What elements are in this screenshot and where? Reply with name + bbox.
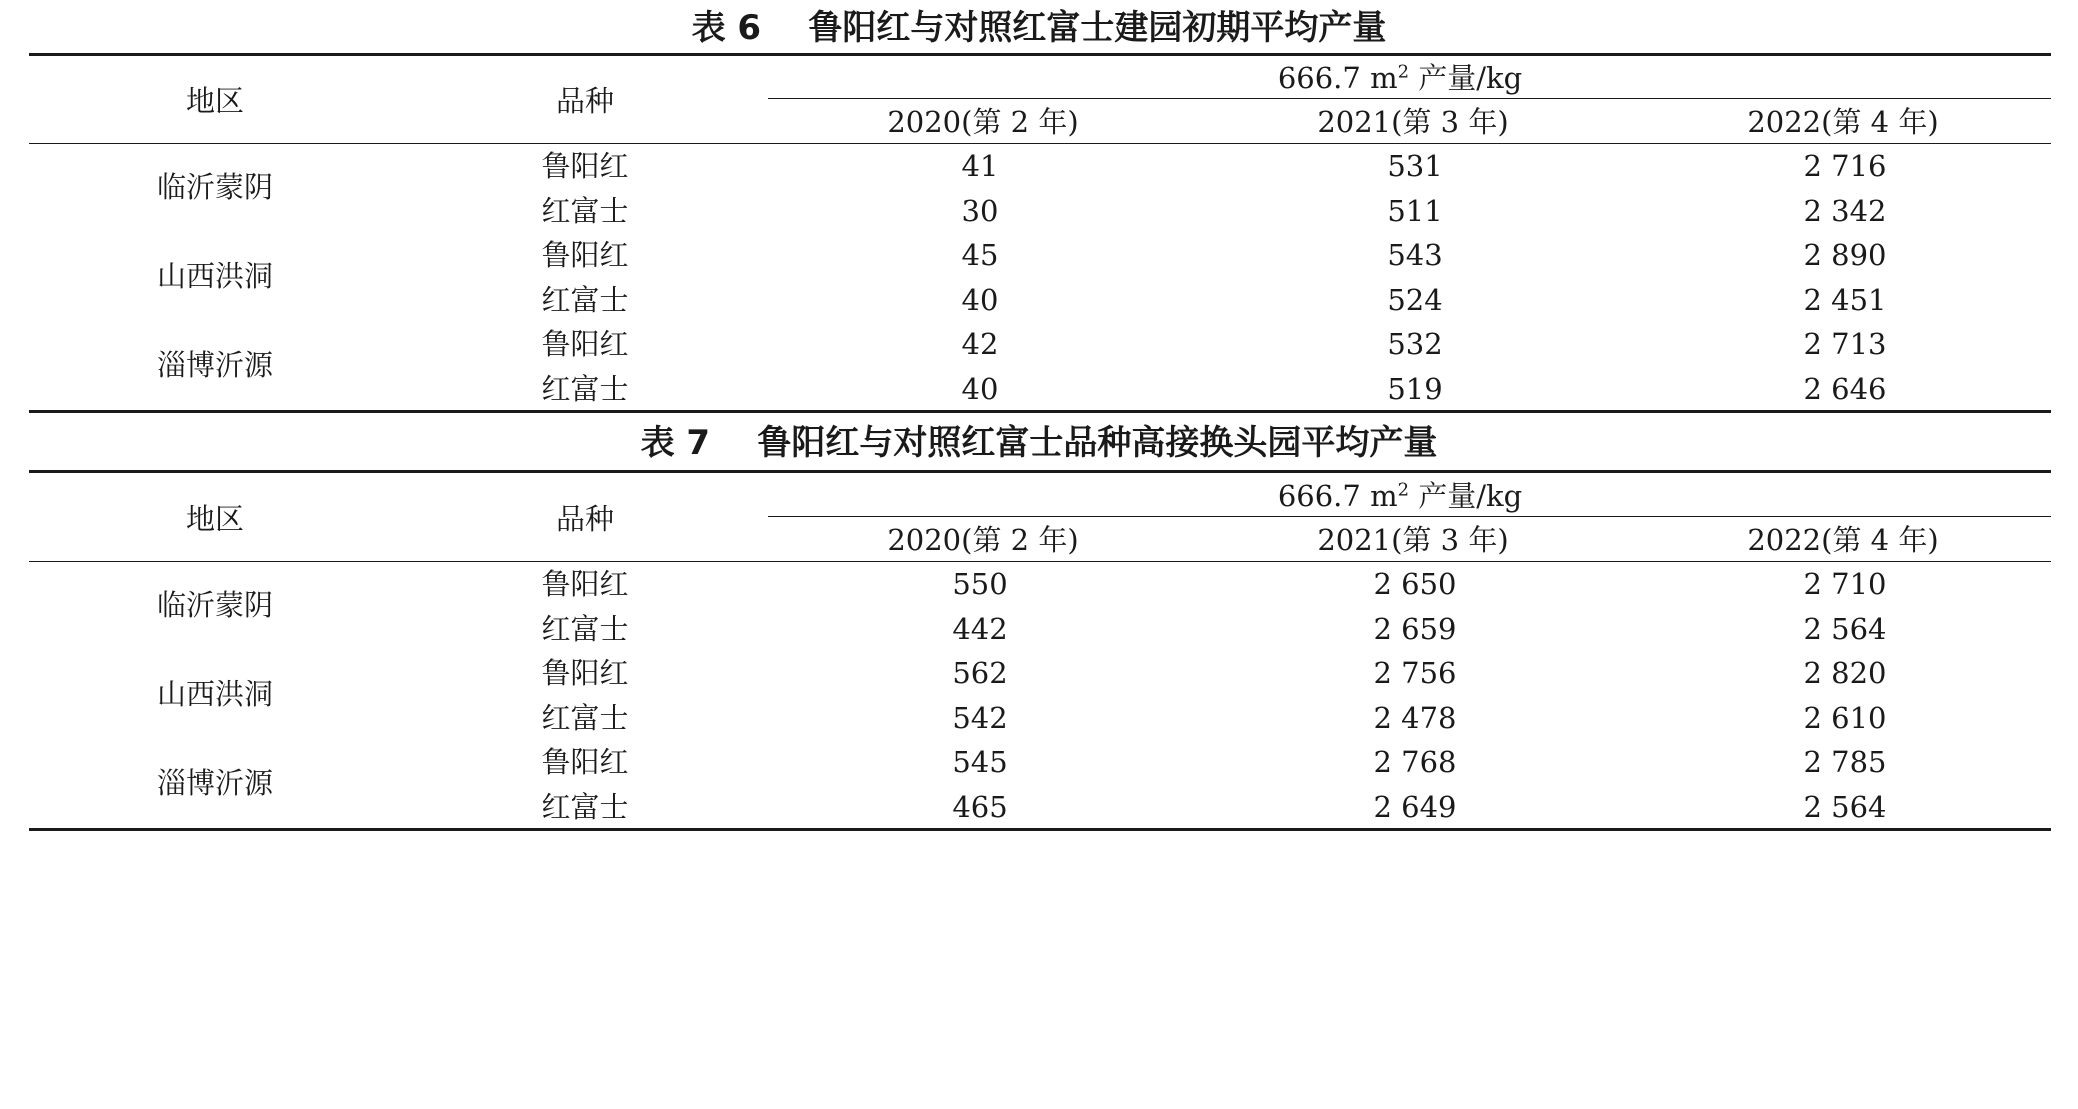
variety-cell: 红富士 <box>541 701 629 735</box>
value-2021: 2 659 <box>1373 612 1457 646</box>
table-caption: 表 7 鲁阳红与对照红富士品种高接换头园平均产量 <box>640 423 1438 463</box>
header-variety: 品种 <box>555 502 614 536</box>
value-2020: 550 <box>952 567 1008 601</box>
header-subrule <box>768 98 2051 99</box>
bottom-rule <box>29 828 2051 831</box>
variety-cell: 鲁阳红 <box>541 327 629 361</box>
value-2021: 2 650 <box>1373 567 1457 601</box>
value-2022: 2 890 <box>1803 238 1887 272</box>
value-2021: 543 <box>1387 238 1443 272</box>
value-2022: 2 342 <box>1803 194 1887 228</box>
region-cell: 山西洪洞 <box>156 259 273 293</box>
variety-cell: 红富士 <box>541 283 629 317</box>
value-2022: 2 716 <box>1803 149 1887 183</box>
region-cell: 临沂蒙阴 <box>156 588 273 622</box>
top-rule <box>29 470 2051 473</box>
header-unit: 666.7 $m^2$ 产量/kg <box>1277 479 1523 513</box>
variety-cell: 红富士 <box>541 612 629 646</box>
header-region: 地区 <box>185 502 244 536</box>
header-variety: 品种 <box>555 84 614 118</box>
header-year-2021: 2021(第 3 年) <box>1317 523 1509 557</box>
header-year-2020: 2020(第 2 年) <box>887 523 1079 557</box>
value-2021: 532 <box>1387 327 1443 361</box>
bottom-rule <box>29 410 2051 413</box>
header-year-2022: 2022(第 4 年) <box>1747 523 1939 557</box>
value-2020: 442 <box>952 612 1008 646</box>
region-cell: 临沂蒙阴 <box>156 170 273 204</box>
value-2021: 511 <box>1387 194 1443 228</box>
header-year-2022: 2022(第 4 年) <box>1747 105 1939 139</box>
top-rule <box>29 53 2051 56</box>
value-2022: 2 785 <box>1803 745 1887 779</box>
value-2020: 42 <box>961 327 999 361</box>
variety-cell: 鲁阳红 <box>541 656 629 690</box>
value-2022: 2 646 <box>1803 372 1887 406</box>
value-2020: 40 <box>961 372 999 406</box>
value-2021: 519 <box>1387 372 1443 406</box>
value-2020: 562 <box>952 656 1008 690</box>
value-2022: 2 610 <box>1803 701 1887 735</box>
header-unit: 666.7 $m^2$ 产量/kg <box>1277 61 1523 95</box>
value-2022: 2 710 <box>1803 567 1887 601</box>
value-2020: 40 <box>961 283 999 317</box>
value-2021: 531 <box>1387 149 1443 183</box>
header-year-2020: 2020(第 2 年) <box>887 105 1079 139</box>
value-2021: 2 768 <box>1373 745 1457 779</box>
variety-cell: 鲁阳红 <box>541 745 629 779</box>
variety-cell: 鲁阳红 <box>541 149 629 183</box>
variety-cell: 红富士 <box>541 790 629 824</box>
variety-cell: 鲁阳红 <box>541 567 629 601</box>
variety-cell: 鲁阳红 <box>541 238 629 272</box>
value-2022: 2 564 <box>1803 612 1887 646</box>
value-2022: 2 451 <box>1803 283 1887 317</box>
variety-cell: 红富士 <box>541 194 629 228</box>
value-2020: 465 <box>952 790 1008 824</box>
value-2021: 524 <box>1387 283 1443 317</box>
value-2021: 2 478 <box>1373 701 1457 735</box>
header-region: 地区 <box>185 84 244 118</box>
region-cell: 淄博沂源 <box>156 766 273 800</box>
region-cell: 山西洪洞 <box>156 677 273 711</box>
value-2022: 2 713 <box>1803 327 1887 361</box>
value-2020: 45 <box>961 238 999 272</box>
value-2020: 30 <box>961 194 999 228</box>
header-year-2021: 2021(第 3 年) <box>1317 105 1509 139</box>
value-2021: 2 649 <box>1373 790 1457 824</box>
value-2022: 2 564 <box>1803 790 1887 824</box>
table-caption: 表 6 鲁阳红与对照红富士建园初期平均产量 <box>691 8 1387 48</box>
value-2022: 2 820 <box>1803 656 1887 690</box>
value-2021: 2 756 <box>1373 656 1457 690</box>
value-2020: 542 <box>952 701 1008 735</box>
region-cell: 淄博沂源 <box>156 348 273 382</box>
header-subrule <box>768 516 2051 517</box>
value-2020: 545 <box>952 745 1008 779</box>
variety-cell: 红富士 <box>541 372 629 406</box>
value-2020: 41 <box>961 149 999 183</box>
